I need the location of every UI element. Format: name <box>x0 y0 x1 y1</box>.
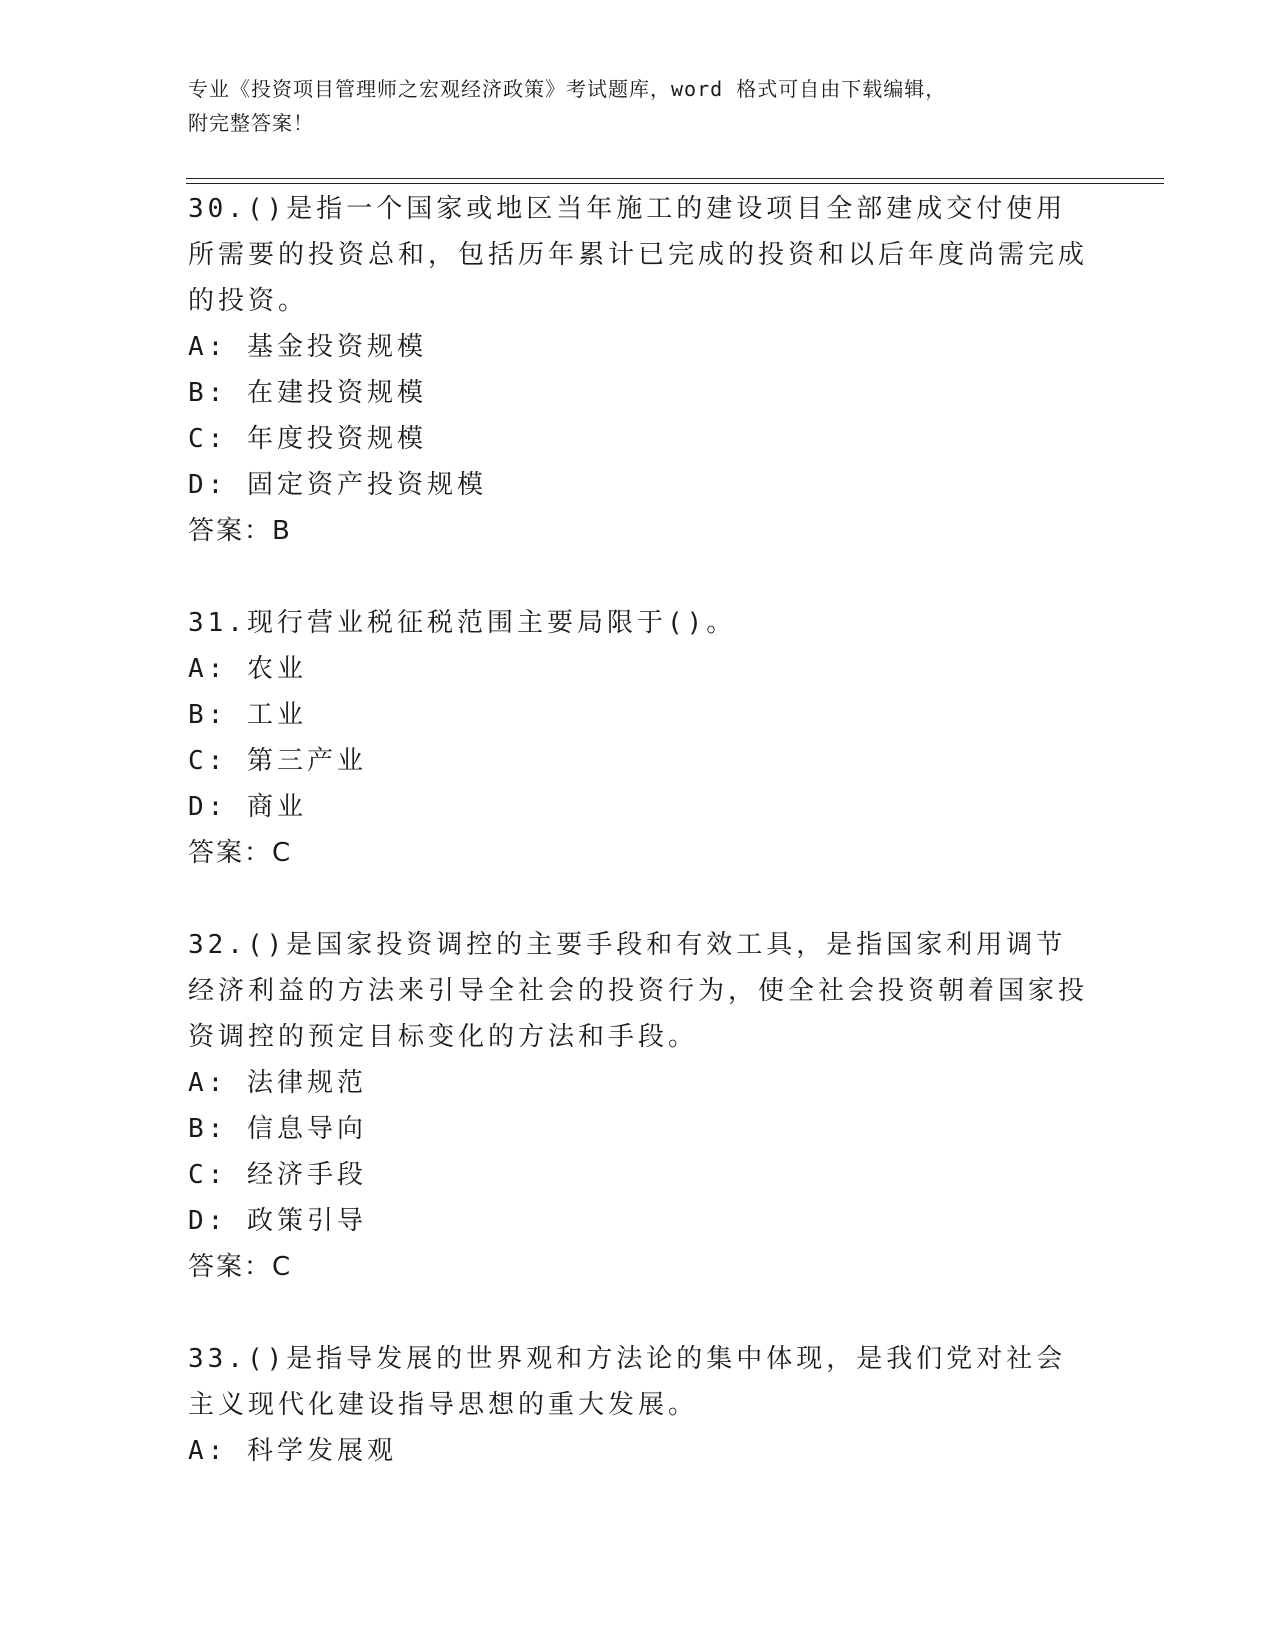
option-c: C: 年度投资规模 <box>188 424 427 454</box>
question-stem: 32.()是国家投资调控的主要手段和有效工具，是指国家利用调节经济利益的方法来引导全社会的投资行为，使全社会投资朝着国家投资调控的预定目标变化的方法和手段。 <box>188 930 1089 1052</box>
option-a: A: 基金投资规模 <box>188 332 427 362</box>
answer-line: 答案：B <box>188 516 292 546</box>
answer-line: 答案：C <box>188 838 293 868</box>
header-divider-bottom <box>186 183 1164 184</box>
question-list <box>188 186 1088 1520</box>
option-a: A: 法律规范 <box>188 1068 367 1098</box>
option-c: C: 第三产业 <box>188 746 367 776</box>
option-d: D: 固定资产投资规模 <box>188 470 487 500</box>
question-stem: 30.()是指一个国家或地区当年施工的建设项目全部建成交付使用所需要的投资总和，包括历年累计已完成的投资和以后年度尚需完成的投资。 <box>188 194 1089 316</box>
header-line-1: 专业《投资项目管理师之宏观经济政策》考试题库，word 格式可自由下载编辑， <box>188 77 947 101</box>
header-line-2: 附完整答案！ <box>188 111 314 135</box>
option-a: A: 农业 <box>188 654 307 684</box>
option-b: B: 信息导向 <box>188 1114 367 1144</box>
question-stem: 31.现行营业税征税范围主要局限于()。 <box>188 608 737 638</box>
option-d: D: 商业 <box>188 792 307 822</box>
option-a: A: 科学发展观 <box>188 1436 397 1466</box>
option-c: C: 经济手段 <box>188 1160 367 1190</box>
question-30 <box>188 186 1088 554</box>
question-33 <box>188 1336 1088 1474</box>
option-b: B: 工业 <box>188 700 307 730</box>
question-31 <box>188 600 1088 876</box>
answer-line: 答案：C <box>188 1252 293 1282</box>
option-d: D: 政策引导 <box>188 1206 367 1236</box>
document-header <box>188 72 1088 140</box>
question-32 <box>188 922 1088 1290</box>
header-divider-top <box>186 178 1164 179</box>
option-b: B: 在建投资规模 <box>188 378 427 408</box>
question-stem: 33.()是指导发展的世界观和方法论的集中体现，是我们党对社会主义现代化建设指导思想的重大发展。 <box>188 1344 1067 1420</box>
